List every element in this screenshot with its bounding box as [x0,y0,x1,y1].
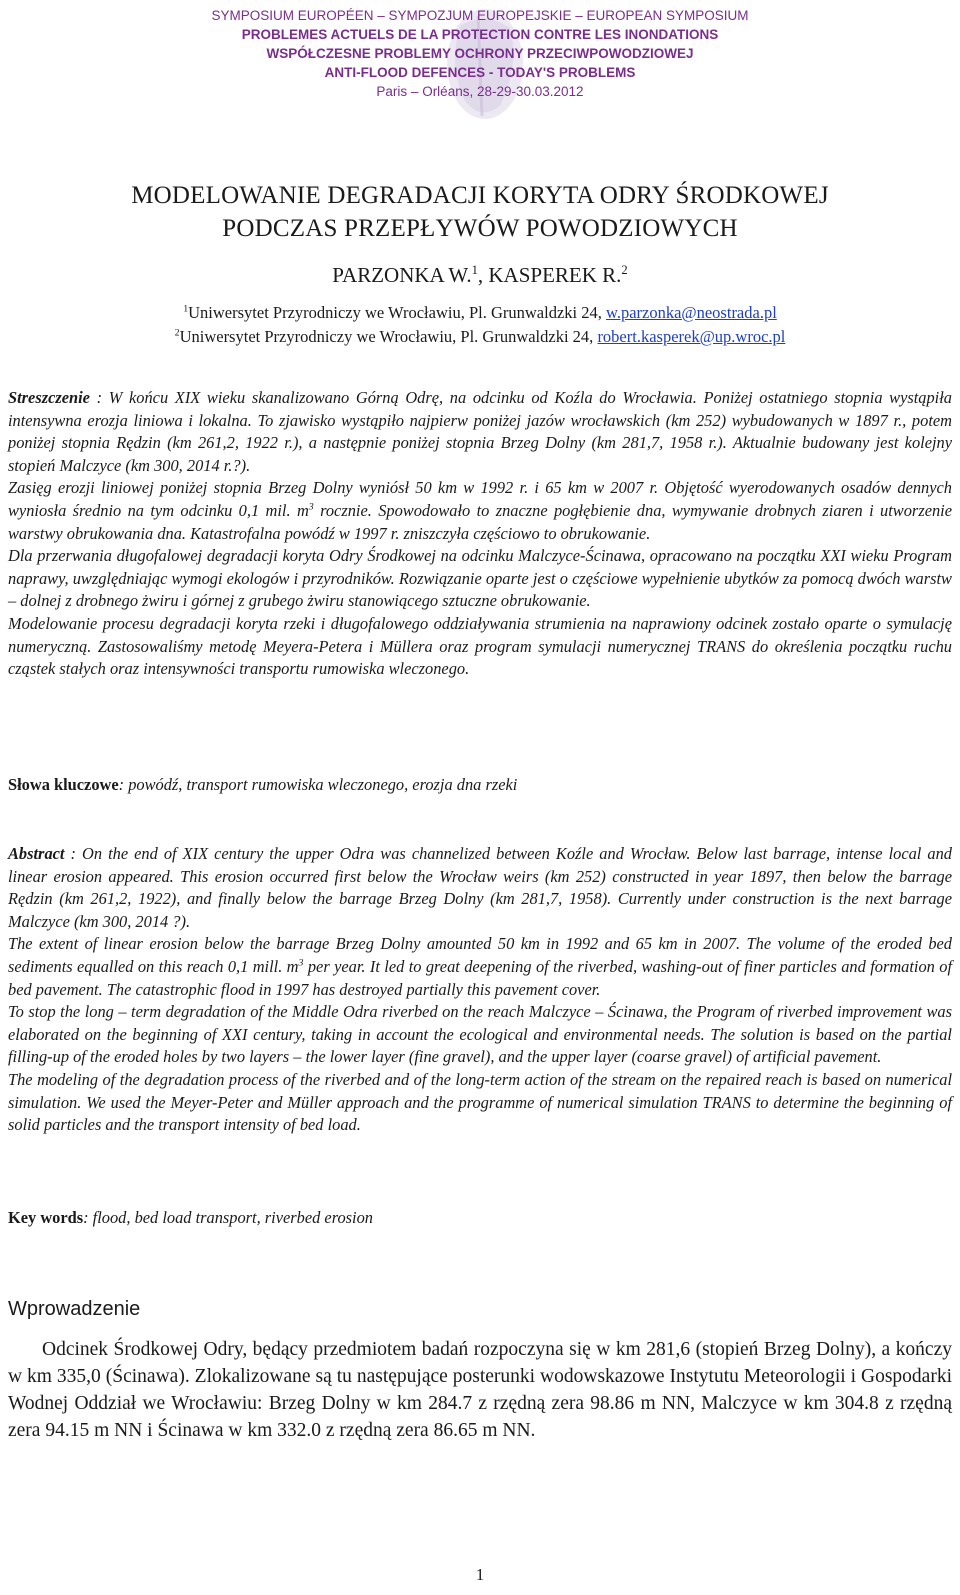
abstract-pl-paragraph-3: Dla przerwania długofalowej degradacji koryta Odry Środkowej na odcinku Malczyce-Ścinawa, opracowano na początku XXI wieku Program naprawy, uwzględniając wymogi ekologów i przyrodników. Rozwiązanie oparte jest o częściowe wypełnienie ubytków za pomocą dwóch warstw – dolnej z drobnego żwiru i górnej z grubego żwiru stanowiącego sztuczne obrukowanie. [8,546,952,611]
abstract-en-label: Abstract [8,844,65,863]
section-heading-introduction: Wprowadzenie [8,1298,141,1320]
abstract-english [8,843,952,1137]
keywords-en-label: Key words [8,1208,84,1227]
author-list [0,263,960,288]
abstract-pl-text-2b: rocznie. Spowodowało to znaczne pogłębienie dna, wymywanie drobnych ziaren i utworzenie warstwy obrukowania dna. Katastrofalna powódź w 1997 r. zniszczyła częściowo to obrukowanie. [8,500,952,543]
abstract-pl-text-1: : W końcu XIX wieku skanalizowano Górną Odrę, na odcinku od Koźla do Wrocławia. Poniżej ostatniego stopnia wystąpiła intensywna erozja liniowa i lokalna. To zjawisko wystąpiło najpierw poniżej jazów wrocławskich (km 252) wybudowanych w 1897 r., potem poniżej stopnia Rędzin (km 261,2, 1922 r.), a następnie poniżej stopnia Brzeg Dolny (km 281,7, 1958 r.). Aktualnie budowany jest kolejny stopień Malczyce (km 300, 2014 r.?). [8,388,952,475]
abstract-en-cubic-mark: 3 [298,957,304,969]
abstract-pl-paragraph-1 [8,387,952,477]
keywords-pl-label: Słowa kluczowe [8,775,119,794]
author-2: KASPEREK R. [488,263,622,287]
banner-line-1: SYMPOSIUM EUROPÉEN – SYMPOZJUM EUROPEJSKIE – EUROPEAN SYMPOSIUM [211,8,749,23]
banner-line-2: PROBLEMES ACTUELS DE LA PROTECTION CONTRE LES INONDATIONS [241,27,719,42]
abstract-en-paragraph-1 [8,843,952,933]
page-number: 1 [475,1565,485,1584]
abstract-pl-text-2a: Zasięg erozji liniowej poniżej stopnia Brzeg Dolny wyniósł 50 km w 1992 r. i 65 km w 2007 r. Objętość wyerodowanych osadów dennych wyniosła średnio na tym odcinku 0,1 mil. m [8,478,952,520]
banner-line-5: Paris – Orléans, 28-29-30.03.2012 [376,84,584,99]
affiliation-2-text: Uniwersytet Przyrodniczy we Wrocławiu, Pl. Grunwaldzki 24, [179,327,598,346]
affiliation-1 [0,302,960,324]
keywords-en-text: : flood, bed load transport, riverbed erosion [83,1208,373,1227]
abstract-en-paragraph-4: The modeling of the degradation process of the riverbed and of the long-term action of the stream on the repaired reach is based on numerical simulation. We used the Meyer-Peter and Müller approach and the programme of numerical simulation TRANS to determine the beginning of solid particles and the transport intensity of bed load. [8,1069,952,1135]
affiliation-1-mark: 1 [183,303,189,315]
abstract-en-paragraph-2 [8,933,952,1001]
affiliation-1-text: Uniwersytet Przyrodniczy we Wrocławiu, Pl. Grunwaldzki 24, [188,303,606,322]
abstract-pl-cubic-mark: 3 [308,501,314,513]
affiliation-2 [0,326,960,348]
author-1-affil-mark: 1 [471,263,478,277]
introduction-paragraph: Odcinek Środkowej Odry, będący przedmiotem badań rozpoczyna się w km 281,6 (stopień Brzeg Dolny), a kończy w km 335,0 (Ścinawa). Zlokalizowane są tu następujące posterunki wodowskazowe Instytutu Meteorologii i Gospodarki Wodnej Oddział we Wrocławiu: Brzeg Dolny w km 284.7 z rzędną zera 98.86 m NN, Malczyce w km 304.8 z rzędną zera 94.15 m NN i Ścinawa w km 332.0 z rzędną zera 86.65 m NN. [8,1339,952,1441]
abstract-pl-paragraph-2 [8,477,952,545]
abstract-en-text-2b: per year. It led to great deepening of the riverbed, washing-out of finer particles and formation of bed pavement. The catastrophic flood in 1997 has destroyed partially this pavement cover. [8,956,952,999]
abstract-en-text-2a: The extent of linear erosion below the barrage Brzeg Dolny amounted 50 km in 1992 and 65 km in 2007. The volume of the eroded bed sediments equalled on this reach 0,1 mill. m [8,934,952,976]
paper-title-line-2: PODCZAS PRZEPŁYWÓW POWODZIOWYCH [222,215,738,242]
abstract-pl-label: Streszczenie [8,388,90,407]
keywords-polish [8,775,517,795]
author-2-email-link[interactable]: robert.kasperek@up.wroc.pl [597,327,786,346]
symposium-banner [190,6,770,122]
banner-line-4: ANTI-FLOOD DEFENCES - TODAY'S PROBLEMS [324,65,636,80]
author-1: PARZONKA W. [332,263,472,287]
abstract-en-paragraph-3: To stop the long – term degradation of the Middle Odra riverbed on the reach Malczyce – Ścinawa, the Program of riverbed improvement was elaborated on the beginning of XXI century, taking in account the ecological and environmental needs. The solution is based on the partial filling-up of the eroded holes by two layers – the lower layer (fine gravel), and the upper layer (coarse gravel) of artificial pavement. [8,1002,952,1067]
affiliation-2-mark: 2 [174,327,180,339]
author-2-affil-mark: 2 [621,263,628,277]
author-separator: , [477,263,489,287]
abstract-en-text-1: : On the end of XIX century the upper Odra was channelized between Koźle and Wrocław. Below last barrage, intense local and linear erosion appeared. This erosion occurred first below the Wrocław weirs (km 252) constructed in year 1897, then below the barrage Rędzin (km 261,2, 1922), and finally below the barrage Brzeg Dolny (km 281,7, 1958). Currently under construction is the next barrage Malczyce (km 300, 2014 ?). [8,844,952,931]
paper-title-line-1: MODELOWANIE DEGRADACJI KORYTA ODRY ŚRODKOWEJ [131,182,829,209]
author-1-email-link[interactable]: w.parzonka@neostrada.pl [605,303,777,322]
keywords-english [8,1208,373,1228]
abstract-pl-paragraph-4: Modelowanie procesu degradacji koryta rzeki i długofalowego oddziaływania strumienia na naprawiony odcinek zostało oparte o symulację numeryczną. Zastosowaliśmy metodę Meyera-Petera i Müllera oraz program symulacji numerycznej TRANS do określenia początku ruchu cząstek stałych oraz intensywności transportu rumowiska wleczonego. [8,613,952,679]
keywords-pl-text: : powódź, transport rumowiska wleczonego, erozja dna rzeki [118,775,518,794]
abstract-polish [8,387,952,681]
banner-line-3: WSPÓŁCZESNE PROBLEMY OCHRONY PRZECIWPOWODZIOWEJ [266,46,694,61]
